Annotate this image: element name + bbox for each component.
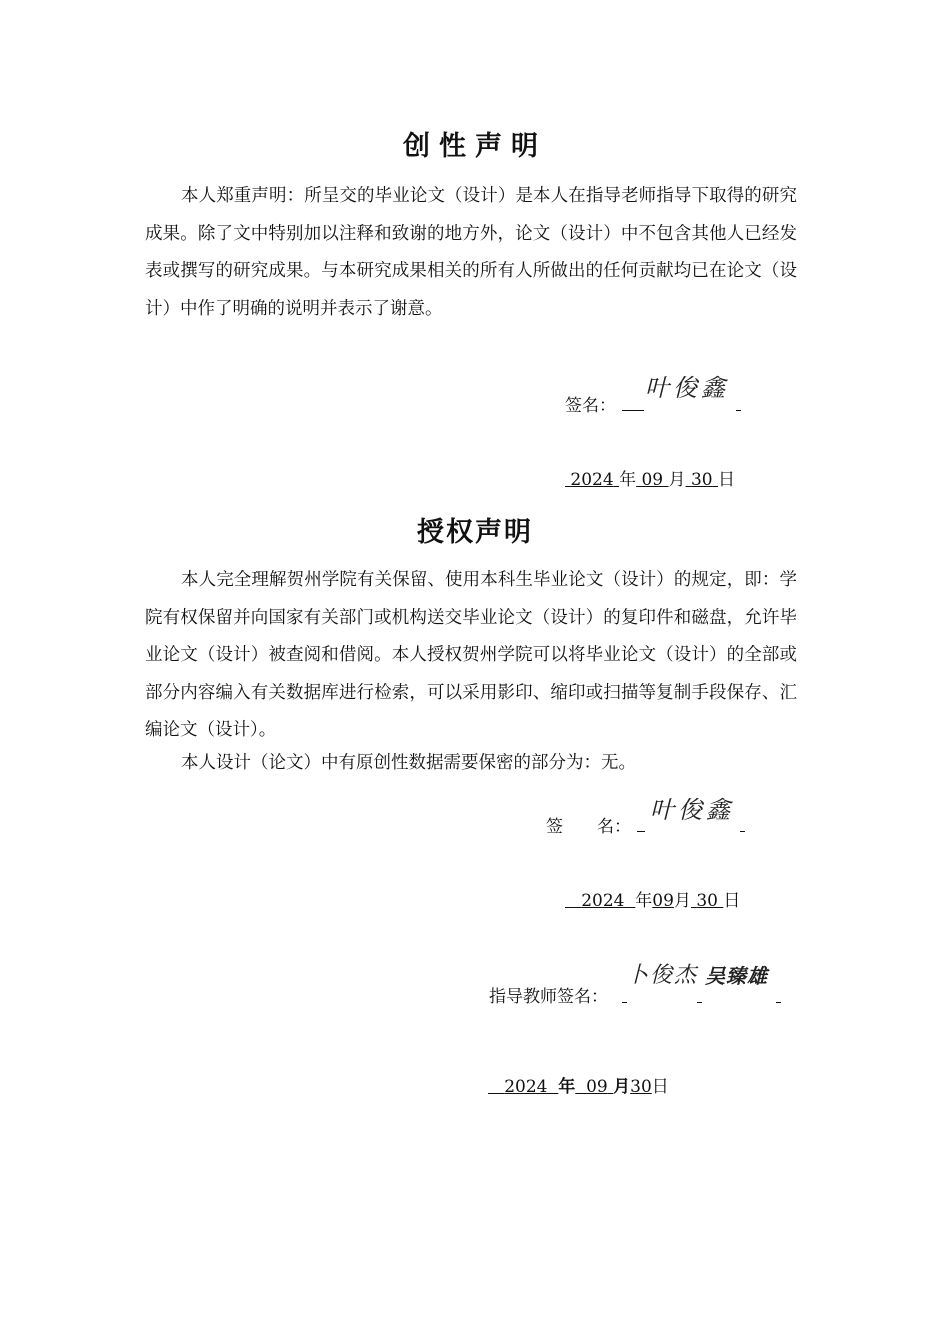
authorization-date: 2024 年09月 30 日 — [581, 891, 741, 911]
originality-sign-underline — [622, 409, 644, 411]
authorization-body: 本人完全理解贺州学院有关保留、使用本科生毕业论文（设计）的规定，即：学院有权保留并向国家有关部门或机构送交毕业论文（设计）的复印件和磁盘，允许毕业论文（设计）被查阅和借阅。本人授权贺州学院可以将毕业论文（设计）的全部或部分内容编入有关数据库进行检索，可以采用影印、缩印或扫描等复制手段保存、汇编论文（设计）。 — [145, 570, 797, 741]
authorization-sign-underline — [637, 830, 645, 832]
authorization-confidential: 本人设计（论文）中有原创性数据需要保密的部分为：无。 — [181, 753, 636, 773]
advisor-date: 2024 年 09 月30日 — [504, 1077, 669, 1097]
advisor-signature-1: 卜俊杰 — [626, 963, 699, 988]
authorization-title: 授权声明 — [417, 517, 533, 548]
advisor-underline-3 — [776, 1001, 781, 1003]
originality-body: 本人郑重声明：所呈交的毕业论文（设计）是本人在指导老师指导下取得的研究成果。除了文中特别加以注释和致谢的地方外，论文（设计）中不包含其他人已经发表或撰写的研究成果。与本研究成果相关的所有人所做出的任何贡献均已在论文（设计）中作了明确的说明并表示了谢意。 — [145, 186, 797, 319]
originality-signature: 叶俊鑫 — [645, 374, 729, 402]
originality-sign-underline-end — [736, 409, 741, 411]
advisor-signature-2: 吴臻雄 — [705, 964, 768, 988]
originality-title: 创性声明 — [403, 131, 547, 162]
advisor-sign-label: 指导教师签名： — [489, 987, 608, 1007]
originality-date: 2024 年 09 月 30 日 — [570, 470, 735, 490]
advisor-underline-2 — [697, 1001, 702, 1003]
authorization-sign-underline-end — [740, 830, 745, 832]
authorization-signature: 叶俊鑫 — [650, 796, 734, 824]
authorization-sign-label: 签 名： — [546, 817, 631, 837]
originality-sign-label: 签名： — [565, 396, 616, 416]
advisor-underline-1 — [622, 1001, 627, 1003]
